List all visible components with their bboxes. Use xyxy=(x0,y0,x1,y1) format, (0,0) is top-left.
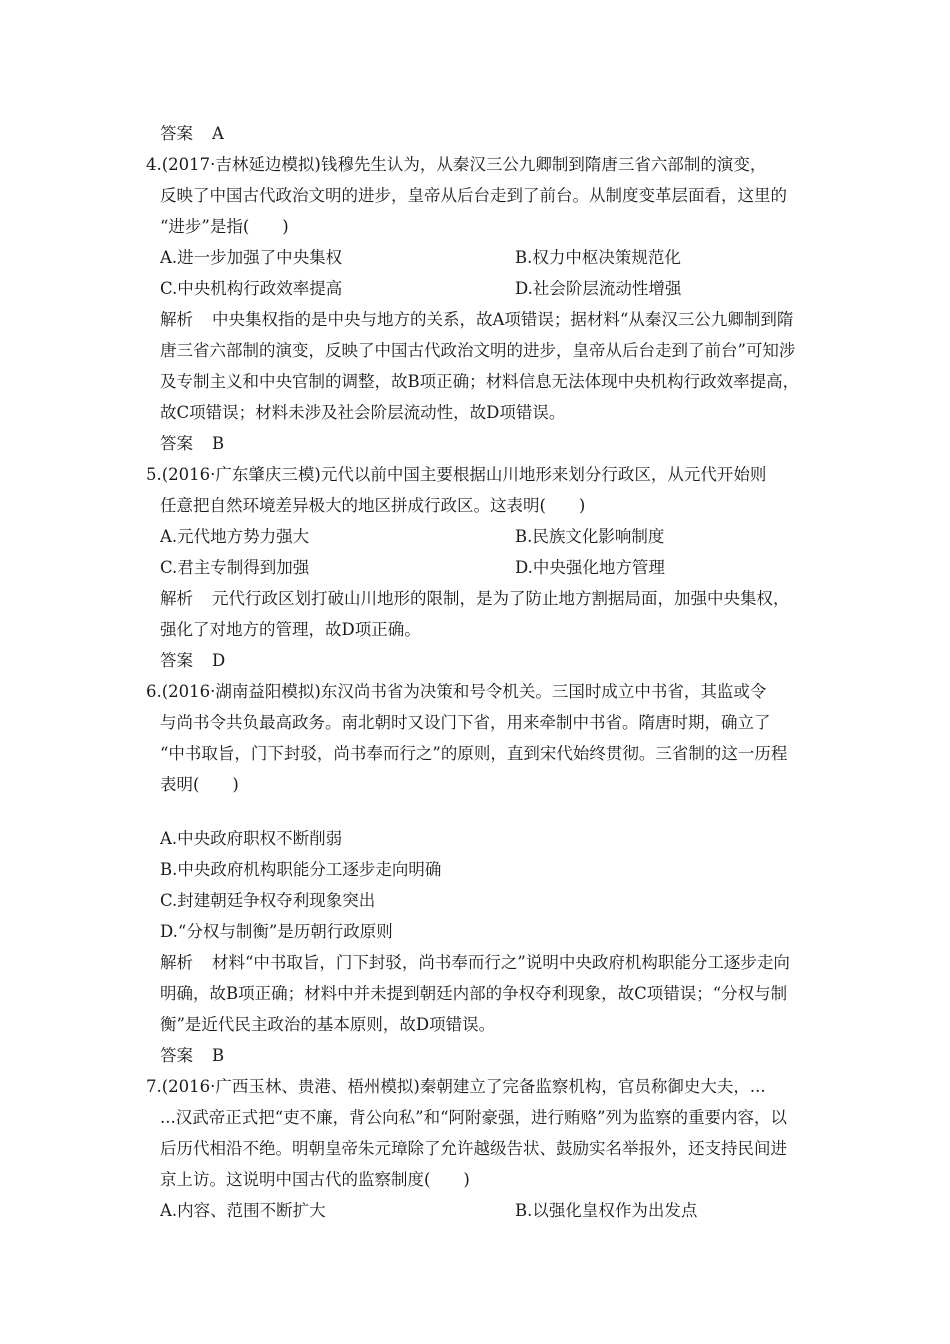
option-line xyxy=(160,557,309,579)
text-line xyxy=(146,464,766,486)
line-text: 后历代相沿不绝。明朝皇帝朱元璋除了允许越级告状、鼓励实名举报外，还支持民间进 xyxy=(160,1139,787,1158)
line-text: ...汉武帝正式把“吏不廉，背公向私”和“阿附豪强，进行贿赂”列为监察的重要内容，以 xyxy=(160,1108,787,1127)
line-text: A.进一步加强了中央集权 xyxy=(160,248,343,267)
line-text: B.以强化皇权作为出发点 xyxy=(515,1201,698,1220)
text-line xyxy=(160,1138,787,1160)
line-label: 答案 xyxy=(160,651,193,670)
line-label: 解析 xyxy=(160,310,193,329)
text-line xyxy=(160,712,771,734)
option-line xyxy=(515,557,665,579)
analysis-line xyxy=(160,952,790,974)
answer-line xyxy=(160,1045,224,1067)
line-text: 京上访。这说明中国古代的监察制度( ) xyxy=(160,1170,470,1189)
line-text: B.民族文化影响制度 xyxy=(515,527,665,546)
line-text: 中央集权指的是中央与地方的关系，故A项错误；据材料“从秦汉三公九卿制到隋 xyxy=(212,310,794,329)
option-line xyxy=(160,1200,326,1222)
text-line xyxy=(160,495,585,517)
option-line xyxy=(160,921,393,943)
text-line xyxy=(160,216,289,238)
option-line xyxy=(515,526,664,548)
option-line xyxy=(515,1200,697,1222)
text-line xyxy=(160,340,795,362)
answer-line xyxy=(160,433,224,455)
line-text: B xyxy=(212,1046,225,1065)
line-label: 答案 xyxy=(160,434,193,453)
line-label: 答案 xyxy=(160,124,193,143)
text-line xyxy=(146,681,766,703)
line-text: B xyxy=(212,434,225,453)
line-text: C.中央机构行政效率提高 xyxy=(160,279,343,298)
text-line xyxy=(160,402,565,424)
option-line xyxy=(160,859,441,881)
text-line xyxy=(160,1014,495,1036)
answer-line xyxy=(160,650,225,672)
line-text: A.元代地方势力强大 xyxy=(160,527,310,546)
line-text: 元代行政区划打破山川地形的限制，是为了防止地方割据局面，加强中央集权， xyxy=(212,589,790,608)
option-line xyxy=(515,278,681,300)
answer-line xyxy=(160,123,224,145)
line-text: 7.(2016·广西玉林、贵港、梧州模拟)秦朝建立了完备监察机构，官员称御史大夫，... xyxy=(146,1077,766,1096)
text-line xyxy=(146,154,766,176)
line-label: 解析 xyxy=(160,589,193,608)
text-line xyxy=(160,371,799,393)
line-text: A.中央政府职权不断削弱 xyxy=(160,829,343,848)
text-line xyxy=(160,983,787,1005)
line-text: 明确，故B项正确；材料中并未提到朝廷内部的争权夺利现象，故C项错误；“分权与制 xyxy=(160,984,788,1003)
option-line xyxy=(160,828,342,850)
line-text: “进步”是指( ) xyxy=(160,217,289,236)
text-line xyxy=(160,1107,787,1129)
line-text: A xyxy=(212,124,224,143)
line-text: 故C项错误；材料未涉及社会阶层流动性，故D项错误。 xyxy=(160,403,566,422)
option-line xyxy=(515,247,681,269)
option-line xyxy=(160,526,309,548)
line-text: 及专制主义和中央官制的调整，故B项正确；材料信息无法体现中央机构行政效率提高， xyxy=(160,372,800,391)
line-text: C.封建朝廷争权夺利现象突出 xyxy=(160,891,376,910)
option-line xyxy=(160,247,342,269)
line-text: 强化了对地方的管理，故D项正确。 xyxy=(160,620,421,639)
text-line xyxy=(160,774,239,796)
line-label: 答案 xyxy=(160,1046,193,1065)
line-text: 表明( ) xyxy=(160,775,239,794)
line-text: 任意把自然环境差异极大的地区拼成行政区。这表明( ) xyxy=(160,496,586,515)
text-line xyxy=(160,1169,470,1191)
line-text: D.社会阶层流动性增强 xyxy=(515,279,682,298)
analysis-line xyxy=(160,588,790,610)
text-line xyxy=(160,743,787,765)
line-text: 反映了中国古代政治文明的进步，皇帝从后台走到了前台。从制度变革层面看，这里的 xyxy=(160,186,787,205)
text-line xyxy=(146,1076,766,1098)
line-text: D.“分权与制衡”是历朝行政原则 xyxy=(160,922,393,941)
analysis-line xyxy=(160,309,793,331)
line-label: 解析 xyxy=(160,953,193,972)
line-text: 5.(2016·广东肇庆三模)元代以前中国主要根据山川地形来划分行政区，从元代开始则 xyxy=(146,465,767,484)
line-text: 与尚书令共负最高政务。南北朝时又设门下省，用来牵制中书省。隋唐时期，确立了 xyxy=(160,713,771,732)
line-text: D.中央强化地方管理 xyxy=(515,558,665,577)
line-text: 6.(2016·湖南益阳模拟)东汉尚书省为决策和号令机关。三国时成立中书省，其监或令 xyxy=(146,682,767,701)
line-text: B.中央政府机构职能分工逐步走向明确 xyxy=(160,860,442,879)
line-text: 衡”是近代民主政治的基本原则，故D项错误。 xyxy=(160,1015,496,1034)
line-text: 4.(2017·吉林延边模拟)钱穆先生认为，从秦汉三公九卿制到隋唐三省六部制的演变， xyxy=(146,155,767,174)
line-text: 材料“中书取旨，门下封驳，尚书奉而行之”说明中央政府机构职能分工逐步走向 xyxy=(212,953,790,972)
line-text: “中书取旨，门下封驳，尚书奉而行之”的原则，直到宋代始终贯彻。三省制的这一历程 xyxy=(160,744,788,763)
option-line xyxy=(160,890,375,912)
option-line xyxy=(160,278,342,300)
line-text: C.君主专制得到加强 xyxy=(160,558,310,577)
line-text: 唐三省六部制的演变，反映了中国古代政治文明的进步，皇帝从后台走到了前台”可知涉 xyxy=(160,341,796,360)
line-text: B.权力中枢决策规范化 xyxy=(515,248,681,267)
line-text: A.内容、范围不断扩大 xyxy=(160,1201,326,1220)
text-line xyxy=(160,185,787,207)
text-line xyxy=(160,619,421,641)
line-text: D xyxy=(212,651,226,670)
